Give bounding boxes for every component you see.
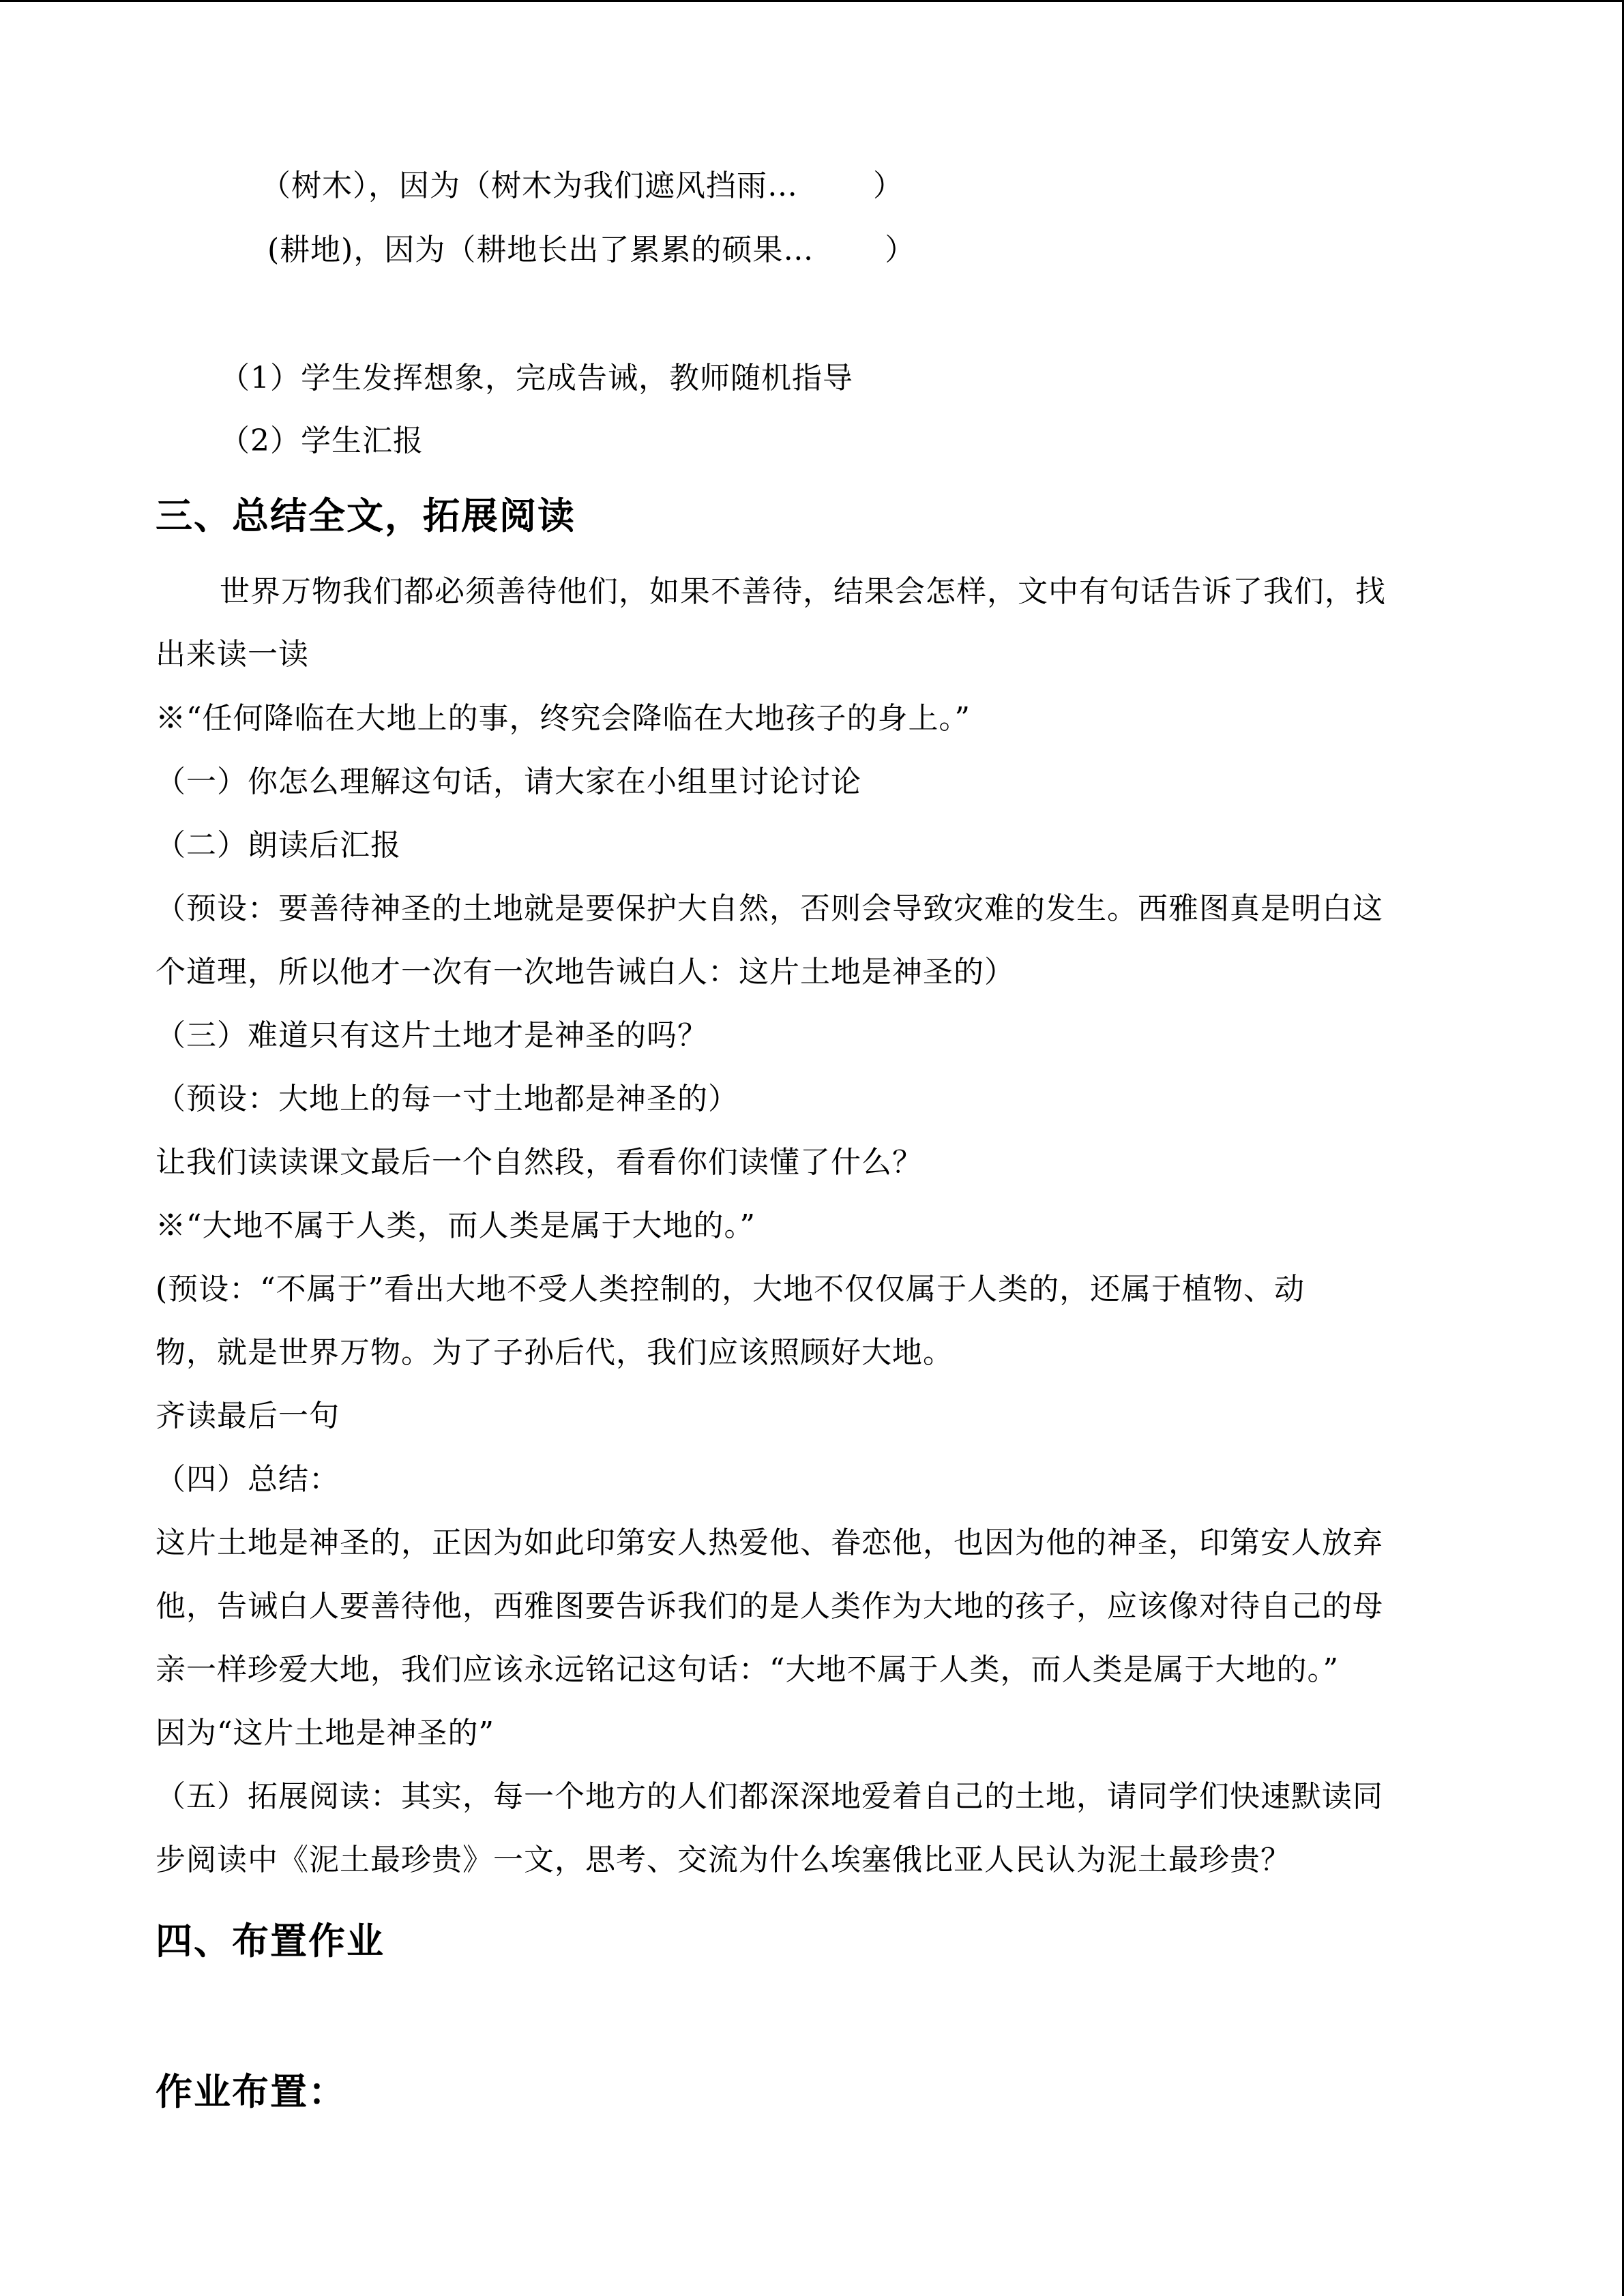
read-last-sentence: 齐读最后一句 [156, 1399, 340, 1433]
example-line-farmland-text: (耕地)，因为（耕地长出了累累的硕果… [267, 233, 814, 267]
example-line-trees-text: （树木），因为（树木为我们遮风挡雨… [261, 168, 798, 203]
preset-1-line-2: 个道理，所以他才一次有一次地告诫白人：这片土地是神圣的） [156, 955, 1015, 989]
example-line-trees [261, 166, 904, 207]
extended-reading-line-2: 步阅读中《泥土最珍贵》一文，思考、交流为什么埃塞俄比亚人民认为泥土最珍贵？ [156, 1843, 1291, 1877]
preset-3-line-2: 物，就是世界万物。为了子孙后代，我们应该照顾好大地。 [156, 1335, 954, 1370]
paragraph-1-line-1: 世界万物我们都必须善待他们，如果不善待，结果会怎样，文中有句话告诉了我们，找 [220, 574, 1386, 609]
step-1-text: （1）学生发挥想象，完成告诫，教师随机指导 [220, 361, 853, 396]
quote-1: ※“任何降临在大地上的事，终究会降临在大地孩子的身上。” [156, 701, 971, 736]
preset-2: （预设：大地上的每一寸土地都是神圣的） [156, 1082, 739, 1116]
subsection-1: （一）你怎么理解这句话，请大家在小组里讨论讨论 [156, 764, 861, 799]
homework-heading: 作业布置： [156, 2070, 346, 2113]
quote-2: ※“大地不属于人类，而人类是属于大地的。” [156, 1208, 756, 1243]
paragraph-1-line-2: 出来读一读 [156, 637, 309, 672]
summary-line-1: 这片土地是神圣的，正因为如此印第安人热爱他、眷恋他，也因为他的神圣，印第安人放弃 [156, 1525, 1383, 1560]
section-4-heading: 四、布置作业 [156, 1920, 385, 1963]
subsection-2: （二）朗读后汇报 [156, 828, 401, 863]
example-line-trees-close: ） [873, 168, 904, 203]
summary-line-4: 因为“这片土地是神圣的” [156, 1716, 494, 1750]
summary-line-3: 亲一样珍爱大地，我们应该永远铭记这句话：“大地不属于人类，而人类是属于大地的。” [156, 1652, 1339, 1687]
step-2-text: （2）学生汇报 [220, 423, 424, 458]
extended-reading-line-1: （五）拓展阅读：其实，每一个地方的人们都深深地爱着自己的土地，请同学们快速默读同 [156, 1779, 1383, 1814]
section-3-heading: 三、总结全文，拓展阅读 [156, 494, 576, 537]
example-line-farmland [267, 230, 915, 271]
subsection-3: （三）难道只有这片土地才是神圣的吗？ [156, 1018, 708, 1053]
summary-line-2: 他，告诫白人要善待他，西雅图要告诉我们的是人类作为大地的孩子，应该像对待自己的母 [156, 1589, 1383, 1624]
preset-1-line-1: （预设：要善待神圣的土地就是要保护大自然，否则会导致灾难的发生。西雅图真是明白这 [156, 891, 1383, 926]
preset-3-line-1: (预设：“不属于”看出大地不受人类控制的，大地不仅仅属于人类的，还属于植物、动 [156, 1272, 1305, 1307]
instruction-read-last-paragraph: 让我们读读课文最后一个自然段，看看你们读懂了什么？ [156, 1145, 923, 1180]
page-top-border [0, 0, 1624, 2]
subsection-4: （四）总结： [156, 1462, 340, 1497]
example-line-farmland-close: ） [885, 233, 916, 267]
